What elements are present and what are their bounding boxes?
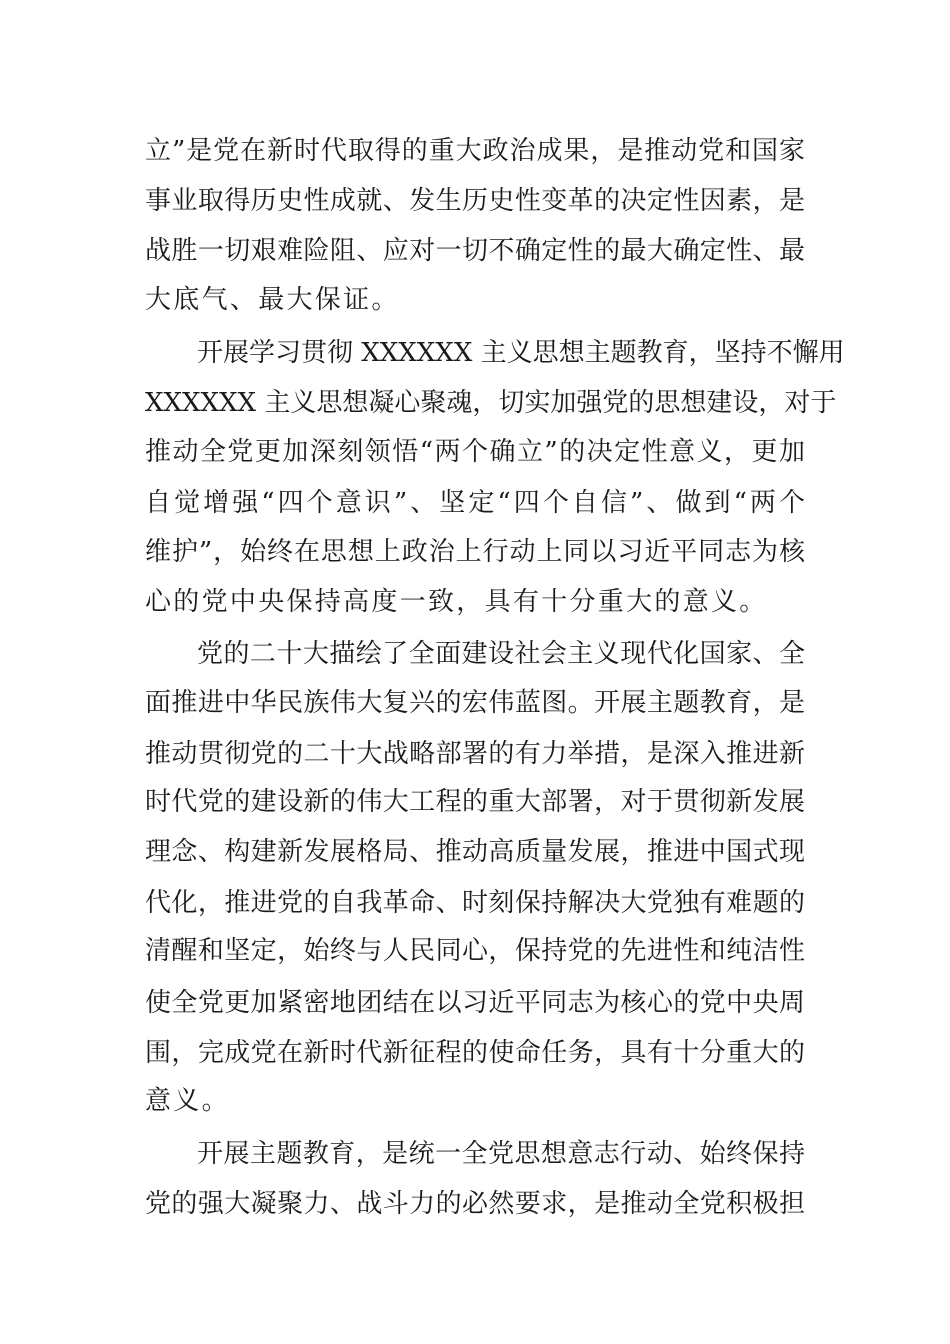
paragraph-first-line: 开展学习贯彻 XXXXXX 主义思想主题教育，坚持不懈用: [197, 338, 845, 368]
text-line: 自觉增强“四个意识”、坚定“四个自信”、做到“两个: [145, 488, 805, 518]
text-line: 推动贯彻党的二十大战略部署的有力举措，是深入推进新: [145, 739, 805, 769]
text-line: 面推进中华民族伟大复兴的宏伟蓝图。开展主题教育，是: [145, 688, 805, 718]
text-line: 推动全党更加深刻领悟“两个确立”的决定性意义，更加: [145, 437, 805, 467]
text-line: 时代党的建设新的伟大工程的重大部署，对于贯彻新发展: [145, 787, 805, 817]
text-line: 党的强大凝聚力、战斗力的必然要求，是推动全党积极担: [145, 1189, 805, 1219]
text-line: 立”是党在新时代取得的重大政治成果，是推动党和国家: [145, 136, 805, 166]
text-line: 维护”，始终在思想上政治上行动上同以习近平同志为核: [145, 537, 805, 567]
text-line: 围，完成党在新时代新征程的使命任务，具有十分重大的: [145, 1038, 805, 1068]
paragraph-first-line: 党的二十大描绘了全面建设社会主义现代化国家、全: [197, 639, 805, 669]
text-line: 清醒和坚定，始终与人民同心，保持党的先进性和纯洁性: [145, 936, 805, 966]
text-line: XXXXXX 主义思想凝心聚魂，切实加强党的思想建设，对于: [145, 388, 837, 418]
text-line: 大底气、最大保证。: [145, 285, 400, 315]
text-line: 理念、构建新发展格局、推动高质量发展，推进中国式现: [145, 837, 805, 867]
text-line: 心的党中央保持高度一致，具有十分重大的意义。: [145, 587, 768, 617]
text-line: 代化，推进党的自我革命、时刻保持解决大党独有难题的: [145, 888, 805, 918]
paragraph-first-line: 开展主题教育，是统一全党思想意志行动、始终保持: [197, 1139, 805, 1169]
text-line: 意义。: [145, 1086, 230, 1116]
text-line: 使全党更加紧密地团结在以习近平同志为核心的党中央周: [145, 988, 805, 1018]
text-line: 战胜一切艰难险阻、应对一切不确定性的最大确定性、最: [145, 236, 805, 266]
text-line: 事业取得历史性成就、发生历史性变革的决定性因素，是: [145, 186, 805, 216]
